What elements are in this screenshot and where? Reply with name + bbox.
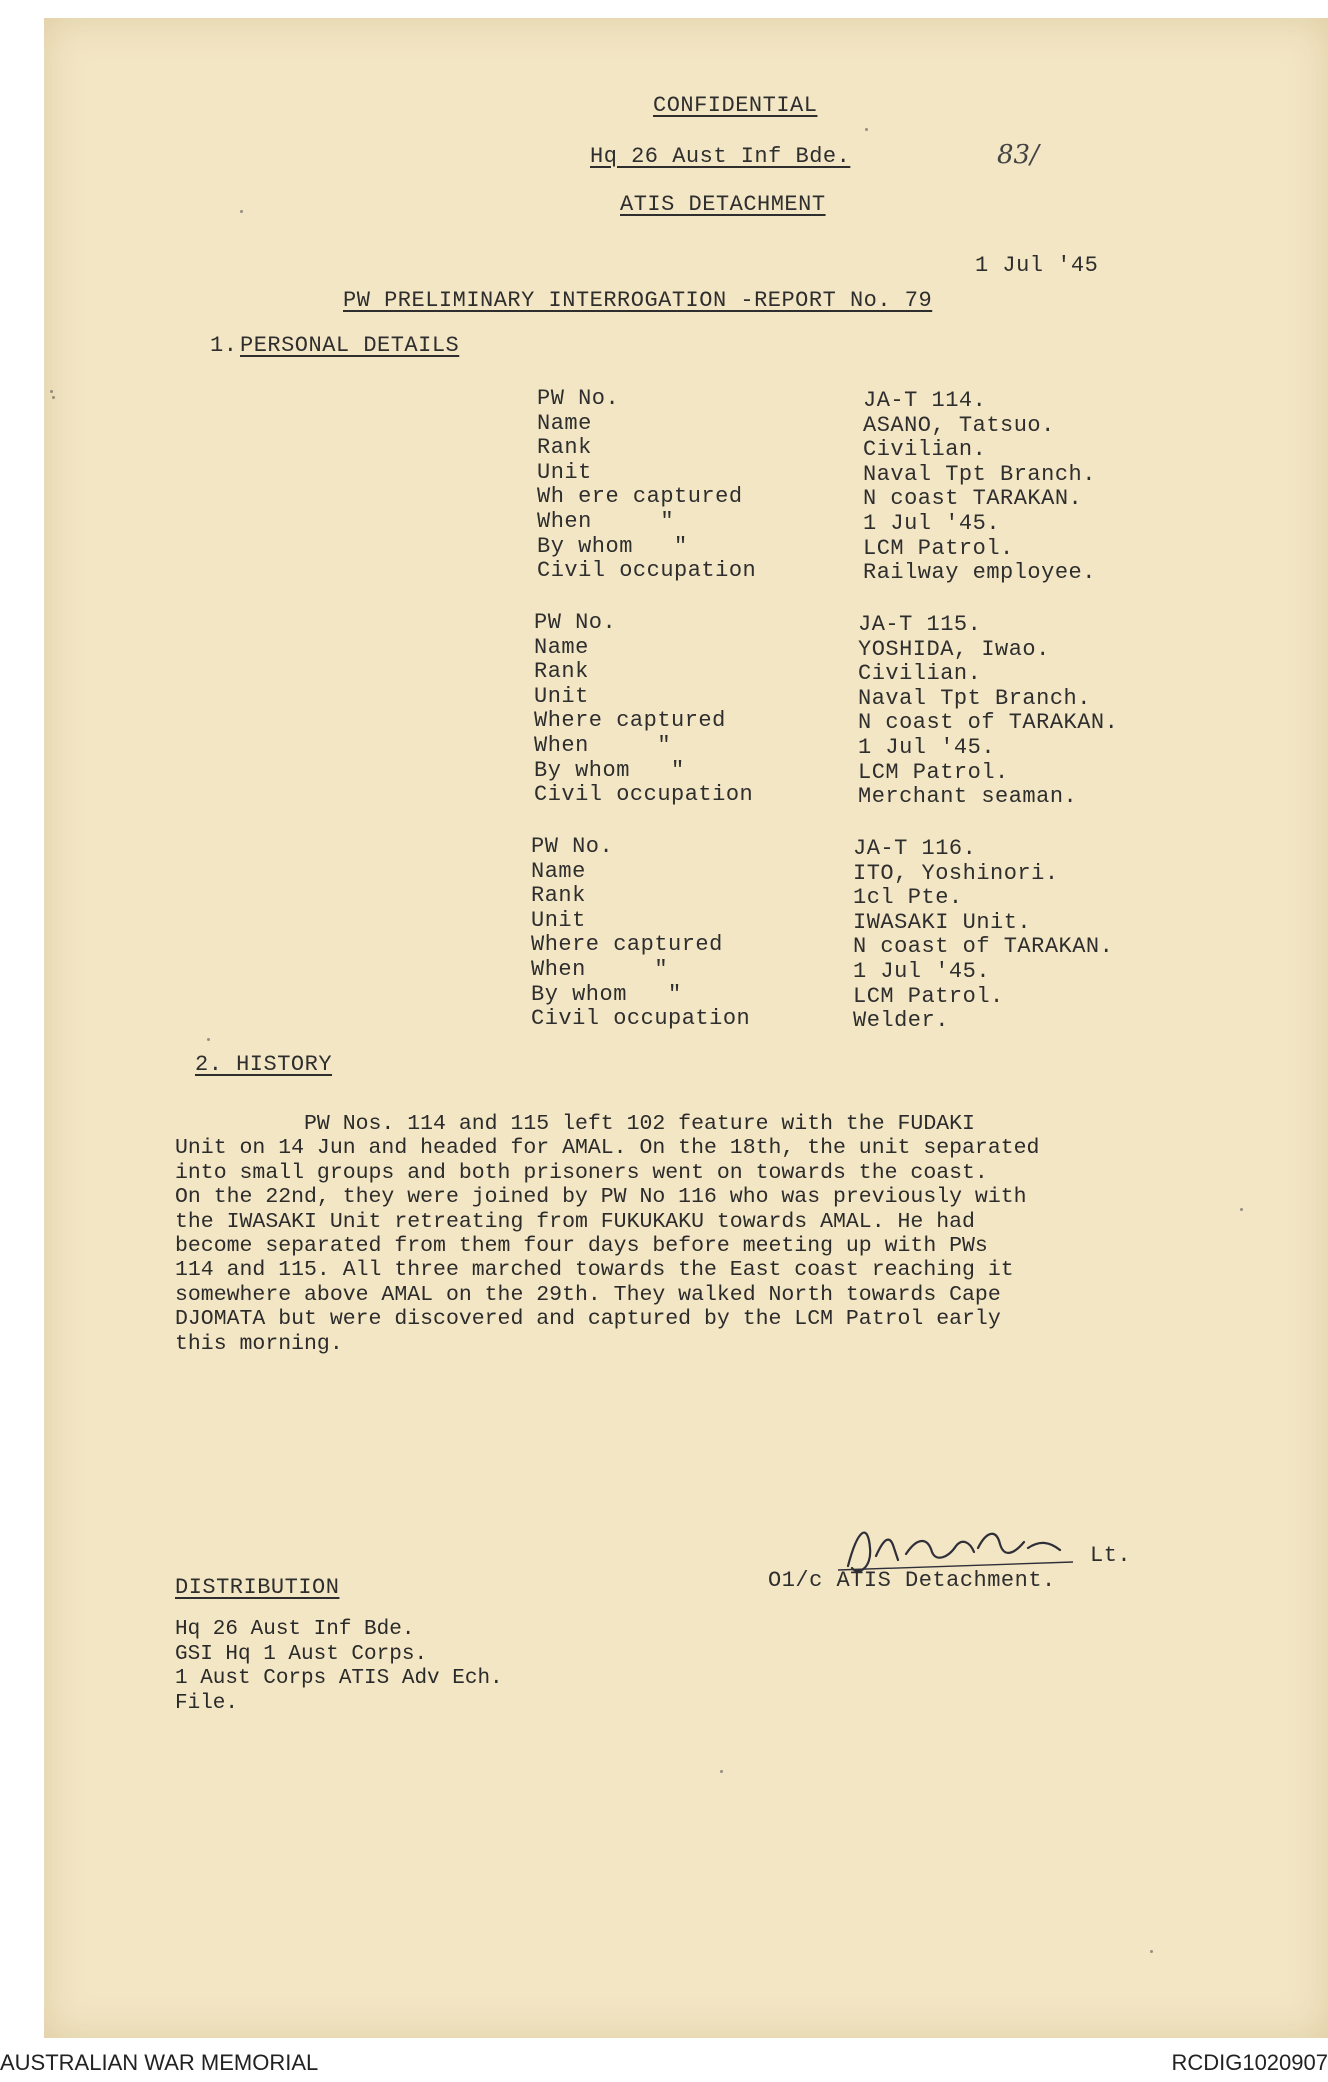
field-label: When "	[537, 509, 675, 534]
field-label: Unit	[537, 459, 592, 485]
field-value: ASANO, Tatsuo.	[863, 412, 1055, 438]
field-value: Civilian.	[858, 661, 982, 687]
field-value: N coast of TARAKAN.	[853, 934, 1114, 960]
field-label: Civil occupation	[534, 782, 754, 808]
field-value: LCM Patrol.	[853, 983, 1004, 1009]
field-value: 1cl Pte.	[853, 885, 963, 911]
history-line: 114 and 115. All three marched towards the East coast reaching it	[175, 1258, 1014, 1283]
field-label: Where captured	[531, 932, 723, 958]
history-line: PW Nos. 114 and 115 left 102 feature with the FUDAKI	[175, 1112, 975, 1136]
history-heading: 2. HISTORY	[195, 1052, 333, 1077]
field-label: Unit	[534, 683, 589, 709]
paper-speck	[207, 1038, 210, 1041]
history-line: On the 22nd, they were joined by PW No 116 who was previously with	[175, 1185, 1027, 1210]
signature-title: O1/c ATIS Detachment.	[768, 1568, 1056, 1593]
field-label: Wh ere captured	[537, 484, 743, 510]
footer-id: RCDIG1020907	[1171, 2050, 1328, 2075]
paper-speck	[1240, 1208, 1243, 1211]
field-label: Unit	[531, 907, 586, 933]
paper-speck	[50, 390, 53, 393]
field-label: When "	[531, 957, 669, 982]
history-line: Unit on 14 Jun and headed for AMAL. On the 18th, the unit separated	[175, 1136, 1040, 1161]
distribution-item: GSI Hq 1 Aust Corps.	[175, 1642, 428, 1666]
footer-source: AUSTRALIAN WAR MEMORIAL	[0, 2050, 319, 2075]
signature-rank: Lt.	[1090, 1543, 1132, 1568]
distribution-item: File.	[175, 1691, 239, 1715]
paper-speck	[1150, 1950, 1153, 1953]
field-value: ITO, Yoshinori.	[853, 860, 1059, 886]
field-label: Rank	[531, 883, 586, 909]
field-label: Civil occupation	[537, 558, 757, 584]
classification-heading: CONFIDENTIAL	[653, 93, 818, 118]
field-label: By whom "	[537, 533, 688, 559]
field-label: PW No.	[534, 610, 617, 635]
paper-speck	[52, 396, 55, 399]
field-label: Name	[534, 634, 589, 660]
field-value: N coast of TARAKAN.	[858, 710, 1119, 736]
field-label: Rank	[534, 659, 589, 685]
field-value: Railway employee.	[863, 560, 1096, 586]
field-label: PW No.	[537, 386, 620, 411]
field-value: Welder.	[853, 1008, 949, 1034]
distribution-list	[175, 1618, 503, 1716]
history-line: become separated from them four days before meeting up with PWs	[175, 1234, 988, 1259]
field-label: PW No.	[531, 834, 614, 859]
field-label: Civil occupation	[531, 1006, 751, 1032]
field-value: YOSHIDA, Iwao.	[858, 636, 1050, 662]
report-title: PW PRELIMINARY INTERROGATION -REPORT No. 79	[343, 288, 933, 313]
history-line: somewhere above AMAL on the 29th. They walked North towards Cape	[175, 1282, 1001, 1307]
field-value: N coast TARAKAN.	[863, 486, 1083, 512]
paper-speck	[240, 210, 243, 213]
distribution-item: 1 Aust Corps ATIS Adv Ech.	[175, 1667, 503, 1690]
personal-details-number: 1.	[210, 333, 238, 358]
report-date: 1 Jul '45	[975, 253, 1099, 278]
reference-number: 83/	[997, 140, 1039, 170]
field-label: Name	[537, 410, 592, 436]
field-value: 1 Jul '45.	[853, 959, 991, 984]
field-value: JA-T 114.	[863, 388, 987, 413]
field-label: Name	[531, 858, 586, 884]
history-line: into small groups and both prisoners went on towards the coast.	[175, 1160, 988, 1185]
history-line: DJOMATA but were discovered and captured by the LCM Patrol early	[175, 1307, 1001, 1332]
field-label: By whom "	[531, 981, 682, 1007]
field-label: When "	[534, 733, 672, 758]
personal-details-heading: PERSONAL DETAILS	[240, 333, 460, 358]
field-value: JA-T 116.	[853, 836, 977, 861]
field-value: Merchant seaman.	[858, 784, 1078, 810]
detachment-heading: ATIS DETACHMENT	[620, 192, 826, 217]
field-label: Rank	[537, 435, 592, 461]
field-value: JA-T 115.	[858, 612, 982, 637]
distribution-heading: DISTRIBUTION	[175, 1575, 340, 1600]
hq-heading: Hq 26 Aust Inf Bde.	[590, 144, 851, 169]
field-value: 1 Jul '45.	[863, 511, 1001, 536]
field-label: Where captured	[534, 708, 726, 734]
history-paragraph	[175, 1112, 1215, 1356]
field-value: IWASAKI Unit.	[853, 909, 1032, 935]
distribution-item: Hq 26 Aust Inf Bde.	[175, 1618, 415, 1641]
field-value: Civilian.	[863, 437, 987, 463]
paper-speck	[865, 128, 868, 131]
field-value: LCM Patrol.	[863, 535, 1014, 561]
field-label: By whom "	[534, 757, 685, 783]
paper-speck	[720, 1770, 723, 1773]
history-line: the IWASAKI Unit retreating from FUKUKAKU towards AMAL. He had	[175, 1209, 975, 1234]
field-value: 1 Jul '45.	[858, 735, 996, 760]
field-value: LCM Patrol.	[858, 759, 1009, 785]
history-line: this morning.	[175, 1331, 343, 1356]
field-value: Naval Tpt Branch.	[863, 461, 1096, 487]
field-value: Naval Tpt Branch.	[858, 685, 1091, 711]
